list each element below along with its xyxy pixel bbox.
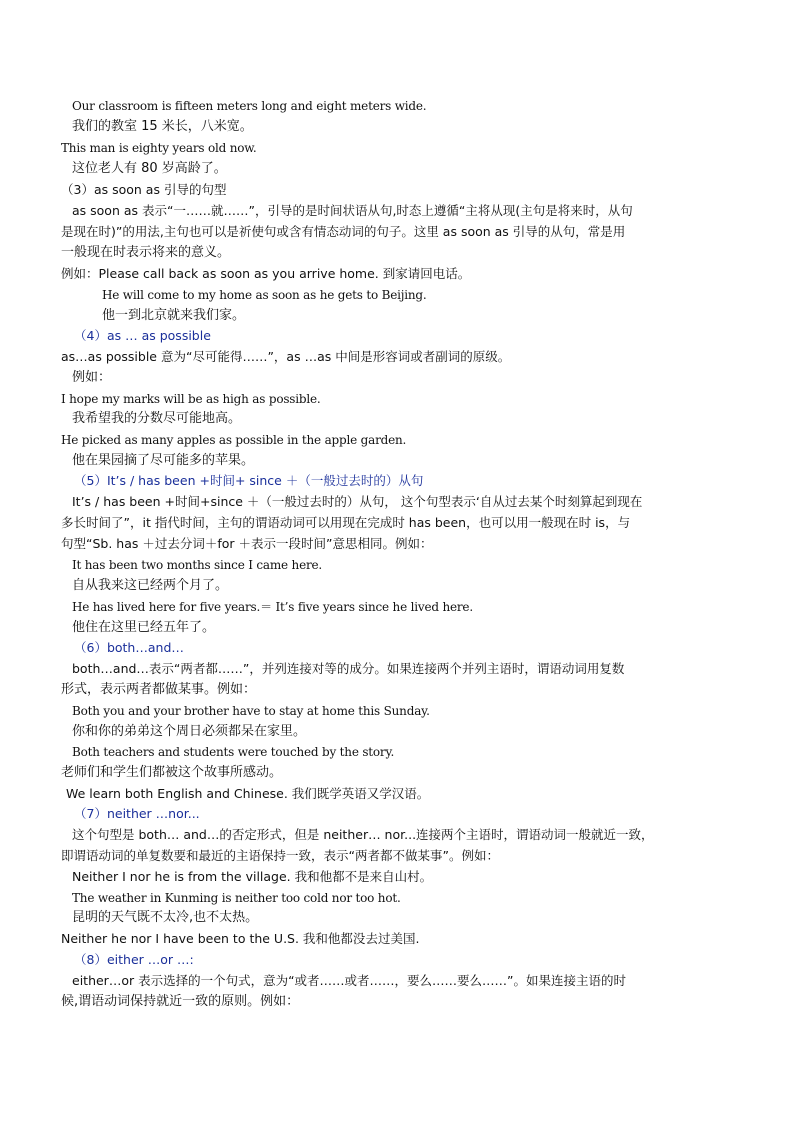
text-line: Neither I nor he is from the village. 我和他都不是来自山村。 <box>72 869 433 884</box>
text-line: 形式，表示两者都做某事。例如： <box>61 682 257 697</box>
text-line: as…as possible 意为“尽可能得……”，as …as 中间是形容词或者副词的原级。 <box>61 349 511 364</box>
text-line: This man is eighty years old now. <box>61 141 257 155</box>
text-line: 昆明的天气既不太冷,也不太热。 <box>72 910 259 925</box>
section-heading: （5）It’s / has been +时间+ since ＋（一般过去时的）从句 <box>74 473 424 488</box>
section-heading: （8）either …or …: <box>74 952 194 967</box>
text-line: He will come to my home as soon as he gets to Beijing. <box>102 288 427 302</box>
text-line: 这位老人有 80 岁高龄了。 <box>72 161 227 176</box>
text-line: 我希望我的分数尽可能地高。 <box>72 411 242 426</box>
text-line: It’s / has been +时间+since ＋（一般过去时的）从句， 这个句型表示‘自从过去某个时刻算起到现在 <box>72 494 643 509</box>
text-line: 例如：Please call back as soon as you arrive home. 到家请回电话。 <box>61 266 471 281</box>
text-line: 老师们和学生们都被这个故事所感动。 <box>61 765 283 780</box>
text-line: Both teachers and students were touched by the story. <box>72 745 395 759</box>
text-line: either…or 表示选择的一个句式，意为“或者……或者……，要么……要么……”。如果连接主语的时 <box>72 973 627 988</box>
text-line: as soon as 表示“一……就……”，引导的是时间状语从句,时态上遵循“主将从现(主句是将来时，从句 <box>72 203 633 218</box>
text-line: 你和你的弟弟这个周日必须都呆在家里。 <box>72 724 307 739</box>
text-line: 例如： <box>72 370 112 385</box>
text-line: 这个句型是 both… and…的否定形式，但是 neither… nor...连接两个主语时，谓语动词一般就近一致， <box>72 827 654 842</box>
text-line: 即谓语动词的单复数要和最近的主语保持一致，表示“两者都不做某事”。例如： <box>61 848 499 863</box>
text-line: 他住在这里已经五年了。 <box>72 620 216 635</box>
text-line: 句型“Sb. has ＋过去分词＋for ＋表示一段时间”意思相同。例如： <box>61 536 433 551</box>
text-line: Our classroom is fifteen meters long and eight meters wide. <box>72 99 427 113</box>
text-line: 他一到北京就来我们家。 <box>102 308 246 323</box>
text-line: It has been two months since I came here. <box>72 558 323 572</box>
text-line: He picked as many apples as possible in the apple garden. <box>61 433 407 447</box>
text-line: 我们的教室 15 米长，八米宽。 <box>72 119 253 134</box>
text-line: The weather in Kunming is neither too cold nor too hot. <box>72 891 401 905</box>
text-line: He has lived here for five years.＝ It’s five years since he lived here. <box>72 600 473 614</box>
text-line: 一般现在时表示将来的意义。 <box>61 245 231 260</box>
text-line: 是现在时)”的用法,主句也可以是祈使句或含有情态动词的句子。这里 as soon as 引导的从句，常是用 <box>61 224 626 239</box>
section-heading: （6）both…and… <box>74 640 184 655</box>
text-line: We learn both English and Chinese. 我们既学英语又学汉语。 <box>66 786 430 801</box>
section-heading: （4）as … as possible <box>74 328 211 343</box>
text-line: 候,谓语动词保持就近一致的原则。例如： <box>61 994 300 1009</box>
text-line: both…and…表示“两者都……”，并列连接对等的成分。如果连接两个并列主语时，谓语动词用复数 <box>72 661 625 676</box>
text-line: Both you and your brother have to stay at home this Sunday. <box>72 704 430 718</box>
section-heading: （7）neither …nor... <box>74 806 200 821</box>
text-line: 自从我来这已经两个月了。 <box>72 578 229 593</box>
text-line: 他在果园摘了尽可能多的苹果。 <box>72 453 255 468</box>
text-line: I hope my marks will be as high as possible. <box>61 392 321 406</box>
text-line: Neither he nor I have been to the U.S. 我和他都没去过美国. <box>61 931 420 946</box>
section-heading: （3）as soon as 引导的句型 <box>61 182 227 197</box>
text-line: 多长时间了”，it 指代时间，主句的谓语动词可以用现在完成时 has been，也可以用一般现在时 is，与 <box>61 515 631 530</box>
